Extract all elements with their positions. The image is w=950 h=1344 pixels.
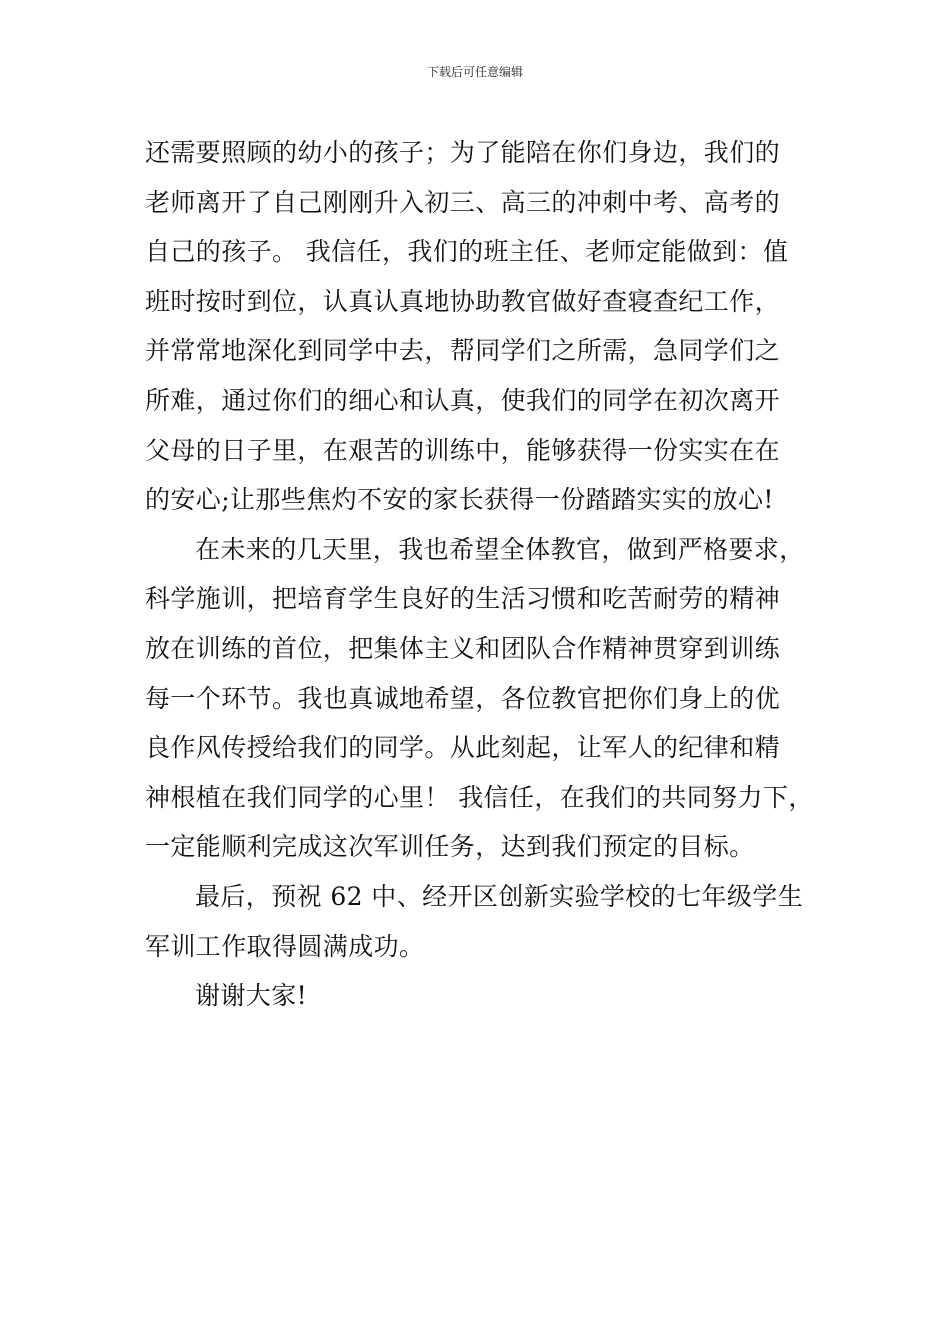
closing-line: 谢谢大家! [195,981,308,1011]
text-line: 所难，通过你们的细心和认真，使我们的同学在初次离开 [145,385,781,415]
text-line: 神根植在我们同学的心里！ 我信任，在我们的共同努力下， [145,782,814,812]
text-line: 并常常地深化到同学中去，帮同学们之所需，急同学们之 [145,336,781,366]
text-line: 一定能顺利完成这次军训任务，达到我们预定的目标。 [145,832,755,862]
text-line: 还需要照顾的幼小的孩子；为了能陪在你们身边，我们的 [145,138,781,167]
text-line: 自己的孩子。 我信任，我们的班主任、老师定能做到：值 [145,237,789,267]
text-line: 放在训练的首位，把集体主义和团队合作精神贯穿到训练 [145,633,781,663]
text-line: 老师离开了自己刚刚升入初三、高三的冲刺中考、高考的 [145,187,781,217]
body-text [145,128,825,1021]
paragraph-start-line: 在未来的几天里，我也希望全体教官，做到严格要求， [195,534,805,564]
text-line: 良作风传授给我们的同学。从此刻起，让军人的纪律和精 [145,733,781,763]
text-line: 的安心;让那些焦灼不安的家长获得一份踏踏实实的放心! [145,485,774,515]
text-line: 班时按时到位，认真认真地协助教官做好查寝查纪工作， [145,286,781,316]
page-header: 下载后可任意编辑 [426,65,523,79]
text-line: 每一个环节。我也真诚地希望，各位教官把你们身上的优 [145,683,781,713]
text-line: 军训工作取得圆满成功。 [145,931,425,961]
paragraph-start-line: 最后，预祝 62 中、经开区创新实验学校的七年级学生 [195,881,804,911]
text-line: 科学施训，把培育学生良好的生活习惯和吃苦耐劳的精神 [145,584,781,614]
text-line: 父母的日子里，在艰苦的训练中，能够获得一份实实在在 [145,435,781,465]
